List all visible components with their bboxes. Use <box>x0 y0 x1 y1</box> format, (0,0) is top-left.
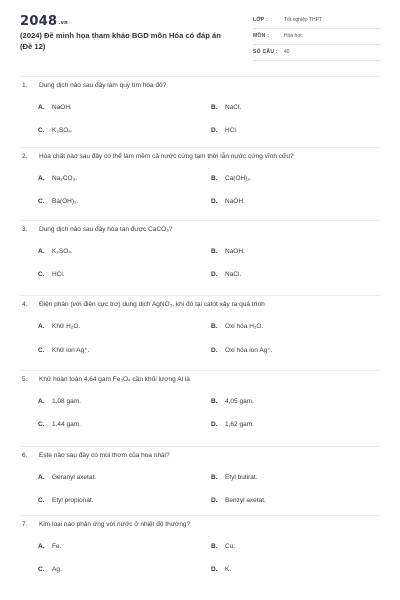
answer-option[interactable] <box>38 474 96 481</box>
answer-option[interactable] <box>211 543 235 550</box>
meta-class-value: Tốt nghiệp THPT <box>284 17 322 23</box>
answer-option[interactable] <box>211 497 266 504</box>
option-text: NaOH. <box>225 198 245 205</box>
option-text: 1,62 gam. <box>225 421 254 428</box>
answer-option[interactable] <box>38 175 77 182</box>
question-divider <box>20 220 380 221</box>
meta-subject <box>253 30 380 45</box>
option-text: Khử H₂O. <box>52 323 81 330</box>
answer-option[interactable] <box>38 127 73 134</box>
answer-option[interactable] <box>38 323 80 330</box>
option-letter: D. <box>211 271 218 278</box>
option-letter: B. <box>211 104 218 111</box>
answer-option[interactable] <box>211 271 241 278</box>
meta-count-key: SỐ CÂU : <box>253 49 278 55</box>
option-letter: D. <box>211 421 218 428</box>
option-letter: A. <box>38 175 45 182</box>
question-stem: Dung dịch nào sau đây làm quỳ tím hóa đỏ? <box>39 82 167 89</box>
option-text: Ca(OH)₂. <box>225 175 252 182</box>
option-letter: C. <box>38 421 45 428</box>
question-number: 6. <box>22 452 28 459</box>
meta-subject-value: Hóa học <box>284 33 303 39</box>
option-text: Cu. <box>225 543 236 550</box>
question-stem: Este nào sau đây có mùi thơm của hoa nhài? <box>39 452 170 459</box>
answer-option[interactable] <box>211 175 252 182</box>
option-letter: C. <box>38 566 45 573</box>
answer-option[interactable] <box>211 346 273 354</box>
question-stem: Dung dịch nào sau đây hòa tan được CaCO₃? <box>39 226 173 233</box>
option-text: 1,44 gam. <box>52 421 81 428</box>
question-divider <box>20 515 380 516</box>
question-text <box>22 82 166 89</box>
answer-option[interactable] <box>211 398 254 405</box>
question-number: 5. <box>22 376 28 383</box>
question-text <box>22 153 294 160</box>
option-text: 4,05 gam. <box>225 398 254 405</box>
question-text <box>22 226 172 233</box>
option-letter: B. <box>211 474 218 481</box>
option-letter: A. <box>38 474 45 481</box>
option-text: K. <box>225 566 232 573</box>
option-letter: D. <box>211 347 218 354</box>
option-letter: A. <box>38 248 45 255</box>
option-text: K₂SO₄. <box>52 127 73 134</box>
option-letter: C. <box>38 271 45 278</box>
answer-option[interactable] <box>211 127 238 134</box>
option-text: Ag. <box>52 566 62 573</box>
site-logo[interactable] <box>20 14 68 29</box>
page-header <box>0 0 400 78</box>
meta-count <box>253 46 380 61</box>
answer-option[interactable] <box>38 198 78 205</box>
question-number: 2. <box>22 153 28 160</box>
option-letter: D. <box>211 566 218 573</box>
title-line-1: (2024) Đề minh họa tham khảo BGD môn Hóa có đáp án <box>20 31 221 40</box>
question-stem: Điện phân (với điện cực trơ) dung dịch AgNO₃, khi đó tại catot xảy ra quá trình <box>39 301 265 308</box>
option-letter: A. <box>38 323 45 330</box>
answer-option[interactable] <box>38 104 72 111</box>
option-letter: C. <box>38 347 45 354</box>
answer-option[interactable] <box>38 346 89 354</box>
option-text: K₂SO₄. <box>52 248 73 255</box>
answer-option[interactable] <box>38 543 61 550</box>
option-letter: D. <box>211 497 218 504</box>
answer-option[interactable] <box>211 248 245 255</box>
question-text <box>22 376 190 383</box>
option-letter: B. <box>211 248 218 255</box>
answer-option[interactable] <box>211 474 258 481</box>
option-text: HCl. <box>225 127 238 134</box>
option-letter: C. <box>38 497 45 504</box>
answer-option[interactable] <box>38 271 65 278</box>
answer-option[interactable] <box>211 198 245 205</box>
option-letter: C. <box>38 198 45 205</box>
question-number: 7. <box>22 521 28 528</box>
option-text: Etyl butirat. <box>225 474 258 481</box>
option-text: Benzyl axetat. <box>225 497 266 504</box>
question-divider <box>20 76 380 77</box>
logo-main: 2048 <box>20 14 58 29</box>
question-stem: Khử hoàn toàn 4,64 gam Fe₃O₄ cần khối lượng Al là <box>39 376 190 383</box>
option-text: Etyl propionat. <box>52 497 94 504</box>
option-letter: B. <box>211 543 218 550</box>
question-divider <box>20 147 380 148</box>
answer-option[interactable] <box>38 248 73 255</box>
option-text: Fe. <box>52 543 62 550</box>
option-letter: D. <box>211 127 218 134</box>
meta-subject-key: MÔN : <box>253 33 270 39</box>
option-letter: C. <box>38 127 45 134</box>
option-text: Oxi hóa ion Ag⁺. <box>225 347 273 354</box>
question-stem: Hóa chất nào sau đây có thể làm mềm cả nước cứng tạm thời lẫn nước cứng vĩnh cửu? <box>39 153 294 160</box>
option-text: Na₂CO₃. <box>52 175 78 182</box>
answer-option[interactable] <box>38 421 81 428</box>
meta-count-value: 40 <box>284 49 290 55</box>
option-text: NaCl. <box>225 104 242 111</box>
answer-option[interactable] <box>211 104 241 111</box>
answer-option[interactable] <box>211 421 254 428</box>
question-stem: Kim loại nào phản ứng với nước ở nhiệt độ thường? <box>39 521 191 528</box>
question-divider <box>20 295 380 296</box>
meta-class <box>253 14 380 29</box>
logo-suffix: .vn <box>58 20 69 26</box>
option-text: 1,08 gam. <box>52 398 81 405</box>
question-text <box>22 452 170 459</box>
option-text: NaOH. <box>52 104 72 111</box>
option-letter: B. <box>211 398 218 405</box>
answer-option[interactable] <box>38 398 81 405</box>
document-title <box>20 30 240 52</box>
question-number: 3. <box>22 226 28 233</box>
option-text: Ba(OH)₂. <box>52 198 79 205</box>
title-line-2: (Đề 12) <box>20 42 46 51</box>
option-letter: A. <box>38 104 45 111</box>
question-divider <box>20 446 380 447</box>
option-text: Khử ion Ag⁺. <box>52 347 90 354</box>
question-number: 1. <box>22 82 28 89</box>
option-letter: B. <box>211 323 218 330</box>
option-letter: A. <box>38 398 45 405</box>
question-divider <box>20 370 380 371</box>
option-letter: D. <box>211 198 218 205</box>
answer-option[interactable] <box>211 566 231 573</box>
option-text: Geranyl axetat. <box>52 474 97 481</box>
option-text: NaOH. <box>225 248 245 255</box>
option-text: HCl. <box>52 271 65 278</box>
meta-class-key: LỚP : <box>253 17 269 23</box>
option-letter: A. <box>38 543 45 550</box>
option-letter: B. <box>211 175 218 182</box>
answer-option[interactable] <box>38 497 94 504</box>
question-text <box>22 521 190 528</box>
option-text: Oxi hóa H₂O. <box>225 323 264 330</box>
answer-option[interactable] <box>211 323 263 330</box>
answer-option[interactable] <box>38 566 62 573</box>
question-number: 4. <box>22 301 28 308</box>
question-text <box>22 301 265 308</box>
option-text: NaCl. <box>225 271 242 278</box>
